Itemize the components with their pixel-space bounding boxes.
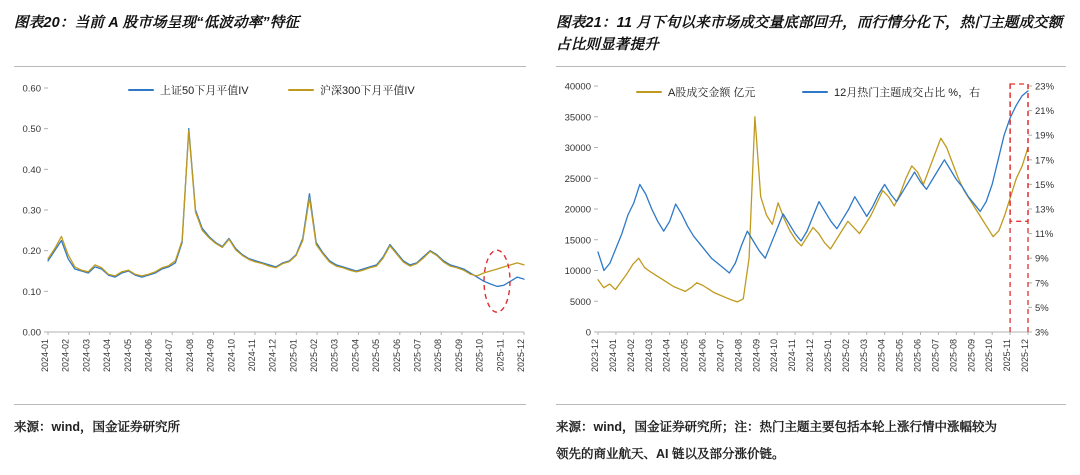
left-chart-svg bbox=[0, 70, 540, 402]
x-tick-label: 2025-05 bbox=[371, 339, 382, 373]
annotation-dashed-box bbox=[1010, 84, 1028, 221]
x-tick-label: 2025-07 bbox=[412, 339, 423, 373]
left-bottom-divider bbox=[14, 404, 526, 405]
right-top-divider bbox=[556, 66, 1066, 67]
y-tick-label-right: 3% bbox=[1035, 327, 1049, 339]
x-tick-label: 2024-01 bbox=[607, 339, 618, 373]
right-chart-svg bbox=[540, 70, 1080, 402]
x-tick-label: 2024-10 bbox=[226, 339, 237, 373]
x-tick-label: 2024-01 bbox=[40, 339, 50, 373]
x-tick-label: 2024-04 bbox=[661, 339, 672, 373]
y-tick-label: 0.30 bbox=[22, 205, 41, 217]
y-tick-label-right: 9% bbox=[1035, 253, 1049, 265]
y-tick-label-right: 17% bbox=[1035, 155, 1055, 167]
x-tick-label: 2025-09 bbox=[453, 339, 464, 373]
x-tick-label: 2025-02 bbox=[309, 339, 320, 373]
x-tick-label: 2025-03 bbox=[858, 339, 869, 373]
right-axes bbox=[565, 82, 1055, 373]
left-source-text: 来源：wind，国金证券研究所 bbox=[14, 420, 180, 434]
x-tick-label: 2024-02 bbox=[60, 339, 71, 373]
y-tick-label-left: 25000 bbox=[564, 173, 591, 185]
x-tick-label: 2024-06 bbox=[697, 339, 708, 373]
x-tick-label: 2025-03 bbox=[329, 339, 340, 373]
y-tick-label-right: 19% bbox=[1035, 130, 1055, 142]
x-tick-label: 2024-09 bbox=[751, 339, 762, 373]
y-tick-label: 0.60 bbox=[22, 83, 41, 95]
y-tick-label-left: 30000 bbox=[564, 143, 591, 154]
x-tick-label: 2025-08 bbox=[948, 339, 959, 373]
x-tick-label: 2024-09 bbox=[205, 339, 216, 373]
x-tick-label: 2025-04 bbox=[350, 339, 361, 373]
left-source bbox=[14, 418, 526, 437]
left-panel-title: 图表20：当前 A 股市场呈现“低波动率”特征 bbox=[14, 15, 300, 31]
x-tick-label: 2024-10 bbox=[769, 339, 780, 373]
annotation-ellipse bbox=[484, 250, 510, 312]
y-tick-label-left: 10000 bbox=[564, 266, 591, 277]
y-tick-label-right: 21% bbox=[1035, 106, 1055, 118]
y-tick-label: 0.40 bbox=[22, 164, 41, 176]
series-line-1 bbox=[48, 131, 524, 276]
x-tick-label: 2024-05 bbox=[679, 339, 690, 373]
x-tick-label: 2025-01 bbox=[822, 339, 833, 373]
right-source-line-2: 领先的商业航天、AI 链以及部分涨价链。 bbox=[556, 447, 785, 462]
right-chart bbox=[540, 70, 1080, 402]
y-tick-label-left: 5000 bbox=[569, 296, 591, 308]
series-line-1 bbox=[598, 91, 1028, 273]
y-tick-label-left: 20000 bbox=[564, 204, 591, 216]
x-tick-label: 2023-12 bbox=[590, 339, 600, 373]
x-tick-label: 2024-07 bbox=[715, 339, 726, 373]
x-tick-label: 2024-11 bbox=[246, 339, 257, 372]
x-tick-label: 2025-08 bbox=[433, 339, 444, 373]
x-tick-label: 2025-12 bbox=[1020, 339, 1030, 373]
x-tick-label: 2025-02 bbox=[840, 339, 851, 373]
x-tick-label: 2025-10 bbox=[984, 339, 995, 373]
y-tick-label: 0.10 bbox=[22, 286, 41, 298]
y-tick-label-left: 0 bbox=[585, 327, 591, 339]
legend-label: A股成交金额 亿元 bbox=[668, 87, 756, 99]
legend-label: 沪深300下月平值IV bbox=[320, 85, 415, 97]
x-tick-label: 2025-06 bbox=[912, 339, 923, 373]
x-tick-label: 2024-12 bbox=[267, 339, 278, 373]
x-tick-label: 2025-11 bbox=[495, 338, 506, 372]
x-tick-label: 2024-03 bbox=[81, 339, 92, 373]
x-tick-label: 2025-07 bbox=[930, 339, 941, 373]
x-tick-label: 2025-05 bbox=[894, 339, 905, 373]
x-tick-label: 2024-07 bbox=[164, 339, 175, 373]
y-tick-label: 0.50 bbox=[22, 124, 41, 136]
y-tick-label-right: 11% bbox=[1035, 229, 1054, 241]
x-tick-label: 2024-11 bbox=[787, 339, 798, 372]
x-tick-label: 2025-01 bbox=[288, 339, 299, 373]
x-tick-label: 2024-04 bbox=[102, 339, 113, 373]
right-source bbox=[556, 418, 1066, 465]
series-line-0 bbox=[598, 117, 1028, 302]
y-tick-label-right: 23% bbox=[1035, 81, 1055, 93]
x-tick-label: 2025-12 bbox=[516, 339, 526, 373]
y-tick-label: 0.20 bbox=[22, 246, 41, 258]
legend-label: 12月热门主题成交占比 %，右 bbox=[834, 87, 981, 99]
x-tick-label: 2024-08 bbox=[733, 339, 744, 373]
y-tick-label-right: 7% bbox=[1035, 278, 1049, 290]
x-tick-label: 2024-08 bbox=[184, 339, 195, 373]
left-top-divider bbox=[14, 66, 526, 67]
legend-label: 上证50下月平值IV bbox=[160, 85, 249, 97]
x-tick-label: 2025-10 bbox=[474, 339, 485, 373]
y-tick-label-right: 15% bbox=[1035, 179, 1055, 191]
right-panel-title: 图表21：11 月下旬以来市场成交量底部回升，而行情分化下，热门主题成交额占比则显著提升 bbox=[556, 15, 1063, 54]
x-tick-label: 2024-02 bbox=[625, 339, 636, 373]
y-tick-label-left: 15000 bbox=[564, 235, 591, 247]
x-tick-label: 2024-12 bbox=[805, 339, 815, 373]
x-tick-label: 2024-06 bbox=[143, 339, 154, 373]
y-tick-label-left: 35000 bbox=[564, 112, 591, 124]
left-axes bbox=[23, 84, 527, 373]
right-source-line-1: 来源：wind，国金证券研究所；注：热门主题主要包括本轮上涨行情中涨幅较为 bbox=[556, 420, 997, 434]
x-tick-label: 2024-05 bbox=[122, 339, 133, 373]
x-tick-label: 2025-04 bbox=[876, 339, 887, 373]
y-tick-label: 0.00 bbox=[22, 327, 41, 339]
x-tick-label: 2025-09 bbox=[966, 339, 977, 373]
left-chart bbox=[0, 70, 540, 402]
x-tick-label: 2025-11 bbox=[1002, 339, 1013, 372]
right-bottom-divider bbox=[556, 404, 1066, 405]
right-panel bbox=[540, 0, 1080, 475]
y-tick-label-left: 40000 bbox=[564, 81, 591, 93]
x-tick-label: 2025-06 bbox=[391, 339, 402, 373]
y-tick-label-right: 13% bbox=[1035, 204, 1055, 216]
y-tick-label-right: 5% bbox=[1035, 302, 1049, 314]
x-tick-label: 2024-03 bbox=[643, 339, 654, 373]
